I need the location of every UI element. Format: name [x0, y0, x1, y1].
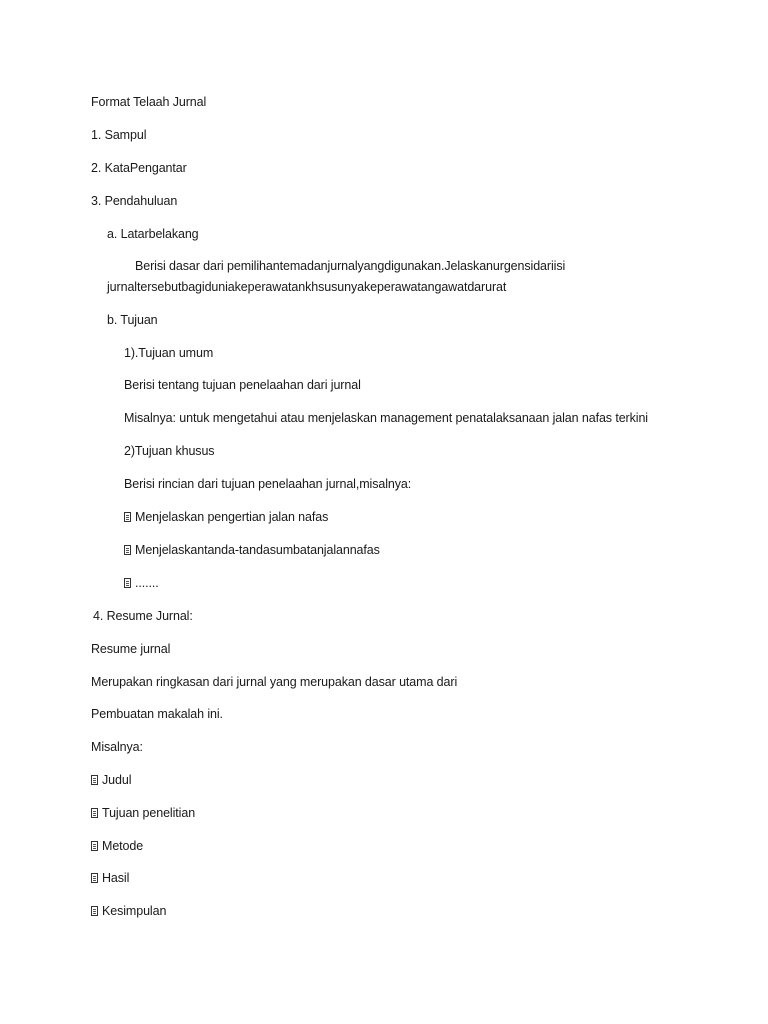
tujuan-umum-example: Misalnya: untuk mengetahui atau menjelaskan management penatalaksanaan jalan nafas terkini	[124, 411, 648, 425]
tujuan-khusus-heading: 2)Tujuan khusus	[124, 444, 215, 458]
list-item-text: Kesimpulan	[102, 904, 167, 918]
missing-glyph-box-icon	[124, 578, 131, 588]
section-pendahuluan: 3. Pendahuluan	[91, 194, 178, 208]
document-title: Format Telaah Jurnal	[91, 95, 207, 109]
list-item	[124, 575, 159, 591]
missing-glyph-box-icon	[91, 841, 98, 851]
resume-label: Resume jurnal	[91, 642, 171, 656]
tujuan-umum-description: Berisi tentang tujuan penelaahan dari jurnal	[124, 378, 361, 392]
subsection-tujuan: b. Tujuan	[107, 313, 158, 327]
missing-glyph-box-icon	[91, 808, 98, 818]
latarbelakang-text-line-2: jurnaltersebutbagiduniakeperawatankhsusunyakeperawatangawatdarurat	[107, 280, 507, 294]
list-item	[91, 838, 143, 854]
list-item	[91, 903, 166, 919]
section-resume-jurnal: 4. Resume Jurnal:	[93, 609, 193, 623]
list-item	[91, 870, 129, 886]
list-item	[124, 509, 328, 525]
list-item	[124, 542, 380, 558]
list-item-text: Tujuan penelitian	[102, 806, 196, 820]
list-item-text: Judul	[102, 773, 132, 787]
list-item-text: .......	[135, 576, 159, 590]
missing-glyph-box-icon	[124, 545, 131, 555]
list-item	[91, 772, 131, 788]
list-item-text: Menjelaskantanda-tandasumbatanjalannafas	[135, 543, 380, 557]
missing-glyph-box-icon	[124, 512, 131, 522]
resume-description-line-1: Merupakan ringkasan dari jurnal yang merupakan dasar utama dari	[91, 675, 458, 689]
missing-glyph-box-icon	[91, 873, 98, 883]
resume-example-label: Misalnya:	[91, 740, 143, 754]
list-item	[91, 805, 195, 821]
latarbelakang-text-line-1: Berisi dasar dari pemilihantemadanjurnalyangdigunakan.Jelaskanurgensidariisi	[135, 259, 566, 273]
tujuan-umum-heading: 1).Tujuan umum	[124, 346, 214, 360]
list-item-text: Hasil	[102, 871, 130, 885]
resume-description-line-2: Pembuatan makalah ini.	[91, 707, 223, 721]
subsection-latarbelakang: a. Latarbelakang	[107, 227, 199, 241]
section-kata-pengantar: 2. KataPengantar	[91, 161, 187, 175]
tujuan-khusus-description: Berisi rincian dari tujuan penelaahan jurnal,misalnya:	[124, 477, 412, 491]
missing-glyph-box-icon	[91, 775, 98, 785]
missing-glyph-box-icon	[91, 906, 98, 916]
list-item-text: Menjelaskan pengertian jalan nafas	[135, 510, 329, 524]
section-sampul: 1. Sampul	[91, 128, 147, 142]
list-item-text: Metode	[102, 839, 144, 853]
